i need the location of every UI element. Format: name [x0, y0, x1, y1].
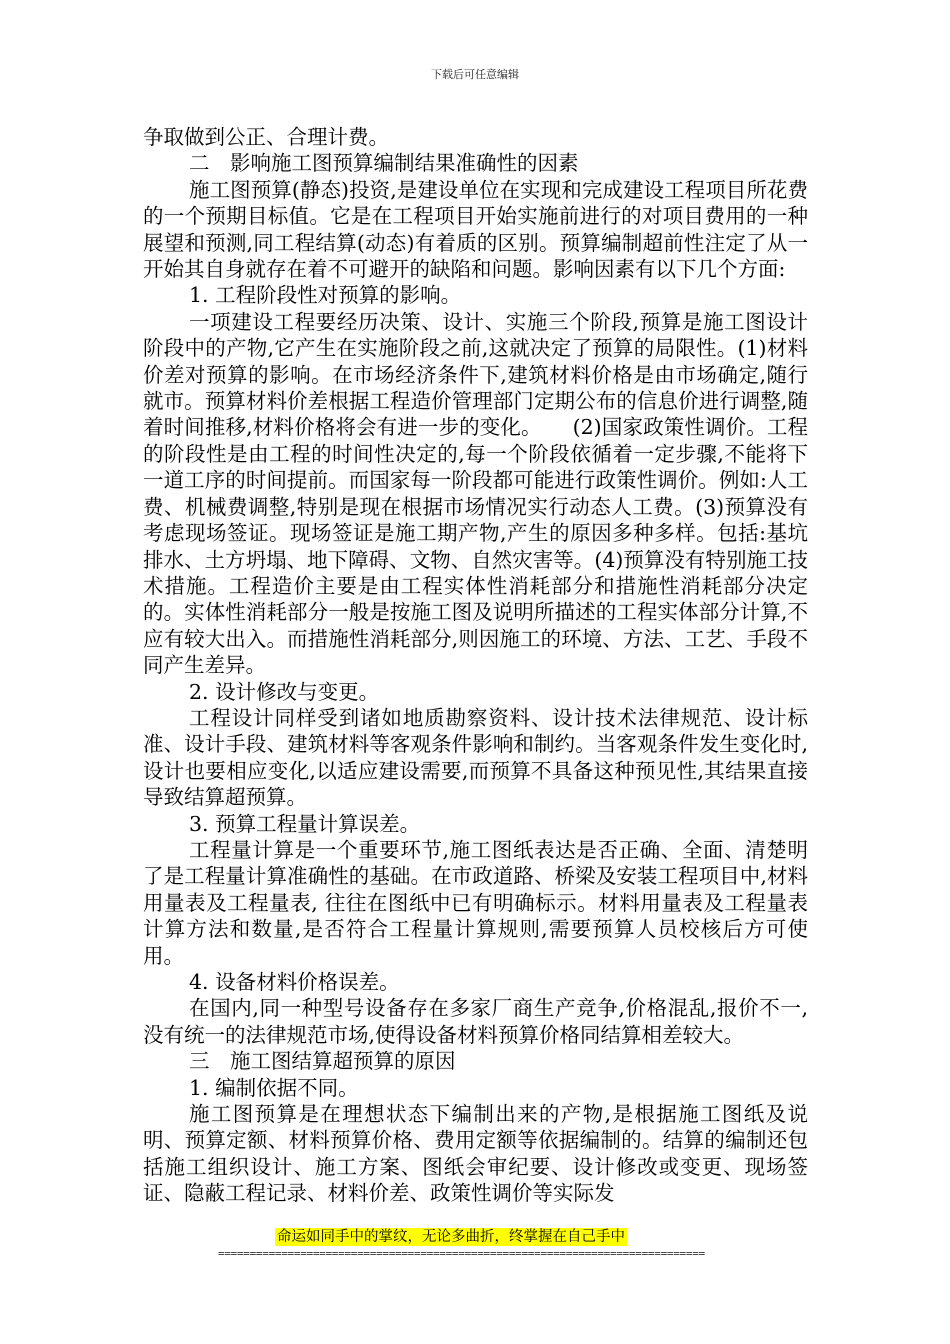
paragraph: 施工图预算(静态)投资,是建设单位在实现和完成建设工程项目所花费的一个预期目标值。它是在工程项目开始实施前进行的对项目费用的一种展望和预测,同工程结算(动态)有着质的区别。预算编制超前性注定了从一开始其自身就存在着不可避开的缺陷和问题。影响因素有以下几个方面: [143, 177, 808, 282]
section-heading: 二 影响施工图预算编制结果准确性的因素 [189, 151, 579, 176]
footer-divider: ============================================================================= [218, 1247, 705, 1260]
footer-motto: 命运如同手中的掌纹，无论多曲折，终掌握在自己手中 [277, 1229, 625, 1245]
subsection-heading: 4. 设备材料价格误差。 [189, 970, 400, 994]
paragraph: 施工图预算是在理想状态下编制出来的产物,是根据施工图纸及说明、预算定额、材料预算价格、费用定额等依据编制的。结算的编制还包括施工组织设计、施工方案、图纸会审纪要、设计修改或变更、现场签证、隐蔽工程记录、材料价差、政策性调价等实际发 [143, 1102, 808, 1206]
subsection-heading: 1. 编制依据不同。 [189, 1075, 359, 1100]
subsection-heading: 1. 工程阶段性对预算的影响。 [189, 283, 462, 308]
subsection-heading: 2. 设计修改与变更。 [189, 679, 380, 704]
section-heading: 三 施工图结算超预算的原因 [189, 1049, 456, 1074]
paragraph: 工程设计同样受到诸如地质勘察资料、设计技术法律规范、设计标准、设计手段、建筑材料等客观条件影响和制约。当客观条件发生变化时,设计也要相应变化,以适应建设需要,而预算不具备这种预见性,其结果直接导致结算超预算。 [143, 705, 808, 810]
paragraph: 工程量计算是一个重要环节,施工图纸表达是否正确、全面、清楚明了是工程量计算准确性的基础。在市政道路、桥梁及安装工程项目中,材料用量表及工程量表, 往往在图纸中已有明确标示。材料用量表及工程量表计算方法和数量,是否符合工程量计算规则,需要预算人员校核后方可使用。 [143, 837, 808, 968]
document-body [143, 124, 808, 1207]
paragraph: 一项建设工程要经历决策、设计、实施三个阶段,预算是施工图设计阶段中的产物,它产生在实施阶段之前,这就决定了预算的局限性。(1)材料价差对预算的影响。在市场经济条件下,建筑材料价格是由市场确定,随行就市。预算材料价差根据工程造价管理部门定期公布的信息价进行调整,随着时间推移,材料价格将会有进一步的变化。 (2)国家政策性调价。工程的阶段性是由工程的时间性决定的,每一个阶段依循着一定步骤,不能将下一道工序的时间提前。而国家每一阶段都可能进行政策性调价。例如:人工费、机械费调整,特别是现在根据市场情况实行动态人工费。(3)预算没有考虑现场签证。现场签证是施工期产物,产生的原因多种多样。包括:基坑排水、土方坍塌、地下障碍、文物、自然灾害等。(4)预算没有特别施工技术措施。工程造价主要是由工程实体性消耗部分和措施性消耗部分决定的。实体性消耗部分一般是按施工图及说明所描述的工程实体部分计算,不应有较大出入。而措施性消耗部分,则因施工的环境、方法、工艺、手段不同产生差异。 [143, 309, 808, 678]
paragraph: 争取做到公正、合理计费。 [143, 125, 389, 149]
page-header: 下载后可任意编辑 [431, 68, 519, 81]
paragraph: 在国内,同一种型号设备存在多家厂商生产竞争,价格混乱,报价不一,没有统一的法律规范市场,使得设备材料预算价格同结算相差较大。 [143, 996, 808, 1047]
subsection-heading: 3. 预算工程量计算误差。 [189, 811, 421, 836]
